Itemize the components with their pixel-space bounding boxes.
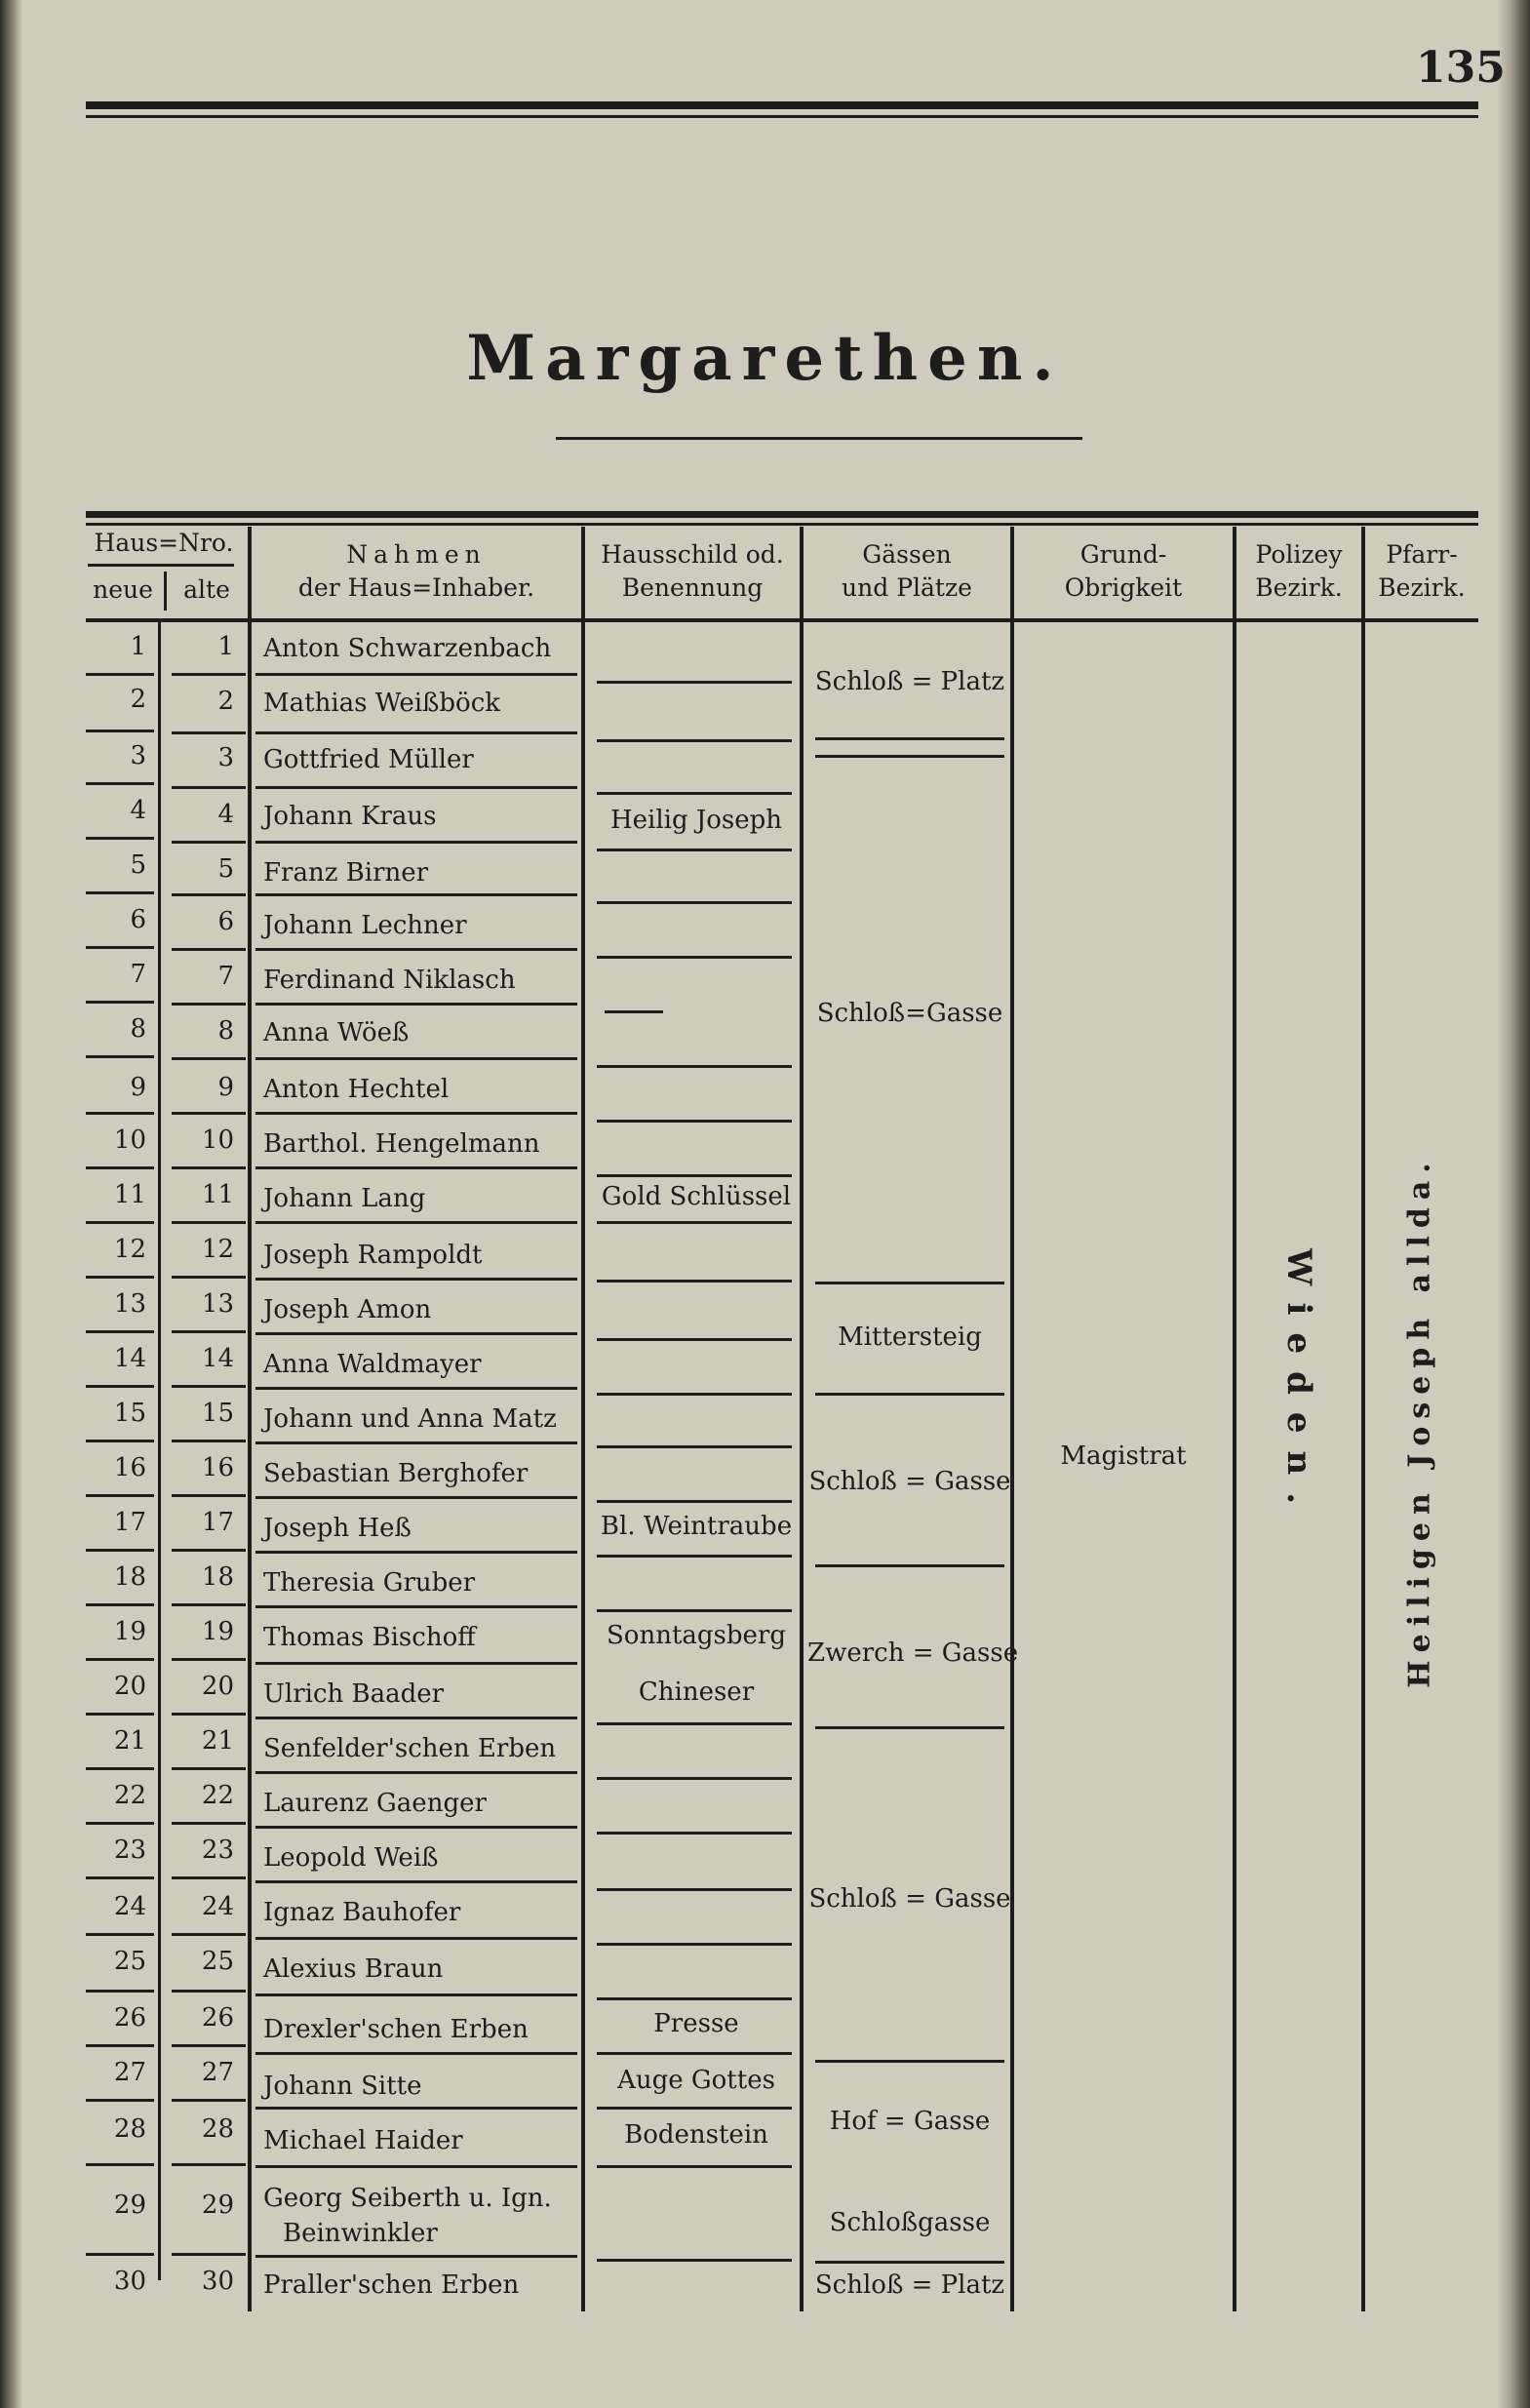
num-sep — [86, 1933, 154, 1936]
row-7-owner: Ferdinand Niklasch — [263, 966, 516, 995]
owner-sep — [255, 1994, 577, 1996]
owner-sep — [255, 2255, 577, 2258]
header-gassen: Gässen — [862, 540, 952, 569]
sign-sep — [597, 792, 792, 795]
header-alte: alte — [183, 575, 230, 604]
row-30-neue: 30 — [113, 2267, 146, 2296]
sign-sep — [605, 1010, 663, 1013]
header-pfarr: Pfarr- — [1386, 540, 1458, 569]
row-19-neue: 19 — [113, 1617, 146, 1646]
num-sep — [172, 1440, 246, 1442]
col-divider-alte-header — [164, 572, 167, 611]
owner-sep — [255, 948, 577, 951]
owner-sep — [255, 1662, 577, 1665]
row-26-owner: Drexler'schen Erben — [263, 2015, 529, 2044]
col-divider-owner-sign — [581, 527, 585, 2311]
sign-auge-gottes: Auge Gottes — [617, 2066, 775, 2095]
sign-sep — [597, 1555, 792, 1558]
sign-heilig-joseph: Heilig Joseph — [609, 806, 783, 835]
owner-sep — [255, 731, 577, 734]
sign-sep — [597, 849, 792, 851]
num-sep — [86, 1055, 154, 1058]
num-sep — [86, 1276, 154, 1279]
row-23-neue: 23 — [113, 1836, 146, 1865]
row-4-owner: Johann Kraus — [263, 802, 437, 831]
num-sep — [172, 731, 246, 734]
table-top-rule-thick — [86, 511, 1478, 518]
row-14-owner: Anna Waldmayer — [263, 1350, 482, 1379]
sign-sep — [597, 1888, 792, 1891]
num-sep — [86, 1549, 154, 1552]
row-6-owner: Johann Lechner — [263, 911, 467, 940]
owner-sep — [255, 1166, 577, 1169]
sign-sep — [597, 2052, 792, 2055]
row-15-alte: 15 — [201, 1399, 234, 1428]
num-sep — [86, 837, 154, 840]
num-sep — [172, 1494, 246, 1497]
row-27-neue: 27 — [113, 2058, 146, 2087]
row-9-owner: Anton Hechtel — [263, 1075, 450, 1104]
row-16-owner: Sebastian Berghofer — [263, 1459, 529, 1488]
num-sep — [86, 2163, 154, 2166]
row-20-alte: 20 — [201, 1672, 234, 1701]
row-7-alte: 7 — [217, 962, 234, 991]
owner-sep — [255, 673, 577, 676]
num-sep — [172, 1549, 246, 1552]
num-sep — [86, 782, 154, 785]
row-5-neue: 5 — [130, 850, 146, 880]
row-15-owner: Johann und Anna Matz — [263, 1404, 557, 1434]
polizey-bezirk-wieden: Wieden. — [1279, 1247, 1318, 1522]
num-sep — [172, 1057, 246, 1060]
num-sep — [172, 1822, 246, 1825]
street-sep — [815, 737, 1004, 740]
num-sep — [172, 841, 246, 844]
header-grund: Grund- — [1079, 540, 1167, 569]
row-14-alte: 14 — [201, 1344, 234, 1373]
num-sep — [172, 948, 246, 951]
street-hof-gasse: Hof = Gasse — [829, 2107, 991, 2136]
sign-sep — [597, 1221, 792, 1224]
header-haus-nro: Haus=Nro. — [94, 529, 234, 557]
num-sep — [86, 1658, 154, 1661]
row-13-neue: 13 — [113, 1289, 146, 1319]
num-sep — [172, 1003, 246, 1006]
grund-obrigkeit-magistrat: Magistrat — [1060, 1441, 1187, 1471]
street-zwerch-gasse: Zwerch = Gasse — [807, 1638, 1019, 1668]
owner-sep — [255, 1003, 577, 1006]
owner-sep — [255, 1880, 577, 1883]
row-28-alte: 28 — [201, 2114, 234, 2144]
header-polizey-bezirk: Bezirk. — [1255, 573, 1343, 602]
sign-sep — [597, 1174, 792, 1177]
num-sep — [86, 673, 154, 676]
row-9-alte: 9 — [217, 1073, 234, 1102]
num-sep — [86, 1221, 154, 1224]
num-sep — [86, 946, 154, 949]
num-sep — [172, 673, 246, 676]
owner-sep — [255, 1387, 577, 1390]
owner-sep — [255, 1278, 577, 1281]
owner-sep — [255, 1332, 577, 1335]
num-sep — [172, 1658, 246, 1661]
owner-sep — [255, 1717, 577, 1719]
sign-sep — [597, 2259, 792, 2262]
num-sep — [172, 2044, 246, 2047]
row-5-owner: Franz Birner — [263, 858, 429, 888]
row-16-neue: 16 — [113, 1453, 146, 1482]
table-top-rule-thin — [86, 523, 1478, 526]
owner-sep — [255, 786, 577, 789]
top-rule-thin — [86, 115, 1478, 118]
row-22-owner: Laurenz Gaenger — [263, 1789, 487, 1818]
num-sep — [172, 1876, 246, 1879]
row-18-alte: 18 — [201, 1562, 234, 1592]
row-8-neue: 8 — [130, 1014, 146, 1044]
row-20-owner: Ulrich Baader — [263, 1679, 445, 1709]
row-2-neue: 2 — [130, 685, 146, 714]
sign-sep — [597, 901, 792, 904]
page-title: Margarethen. — [466, 322, 1064, 395]
sign-sep — [597, 1832, 792, 1835]
row-2-alte: 2 — [217, 687, 234, 716]
num-sep — [172, 1990, 246, 1993]
title-underline — [556, 437, 1082, 440]
street-schloss-platz-bottom: Schloß = Platz — [814, 2270, 1005, 2300]
row-28-owner: Michael Haider — [263, 2126, 463, 2155]
row-11-owner: Johann Lang — [263, 1184, 426, 1213]
num-sep — [86, 1822, 154, 1825]
sign-sep — [597, 1065, 792, 1068]
row-8-owner: Anna Wöeß — [263, 1018, 410, 1047]
row-3-alte: 3 — [217, 743, 234, 772]
owner-sep — [255, 1441, 577, 1444]
num-sep — [172, 1385, 246, 1388]
owner-sep — [255, 1771, 577, 1774]
row-17-alte: 17 — [201, 1508, 234, 1537]
row-11-neue: 11 — [113, 1180, 146, 1209]
row-12-neue: 12 — [113, 1235, 146, 1264]
header-benennung: Benennung — [621, 573, 764, 602]
haus-nro-divider — [88, 564, 234, 567]
row-15-neue: 15 — [113, 1399, 146, 1428]
row-10-owner: Barthol. Hengelmann — [263, 1129, 540, 1159]
row-10-neue: 10 — [113, 1125, 146, 1155]
owner-sep — [255, 2052, 577, 2055]
row-25-neue: 25 — [113, 1947, 146, 1976]
row-18-owner: Theresia Gruber — [263, 1568, 476, 1598]
owner-sep — [255, 1826, 577, 1829]
num-sep — [172, 1713, 246, 1716]
street-mittersteig: Mittersteig — [838, 1322, 982, 1352]
num-sep — [172, 1276, 246, 1279]
row-19-alte: 19 — [201, 1617, 234, 1646]
row-28-neue: 28 — [113, 2114, 146, 2144]
num-sep — [172, 786, 246, 789]
num-sep — [86, 2044, 154, 2047]
sign-sep — [597, 1997, 792, 2000]
num-sep — [172, 1933, 246, 1936]
header-bottom-rule — [86, 618, 1478, 622]
row-29-alte: 29 — [201, 2191, 234, 2220]
num-sep — [86, 2253, 154, 2256]
col-divider-numbers — [158, 622, 161, 2280]
row-30-owner: Praller'schen Erben — [263, 2270, 520, 2300]
row-17-neue: 17 — [113, 1508, 146, 1537]
owner-sep — [255, 1937, 577, 1940]
sign-bodenstein: Bodenstein — [624, 2120, 768, 2150]
street-sep — [815, 1282, 1004, 1284]
row-25-owner: Alexius Braun — [263, 1954, 444, 1984]
page-number: 135 — [1416, 43, 1506, 93]
num-sep — [172, 1767, 246, 1770]
header-hausschild: Hausschild od. — [601, 540, 784, 569]
street-schlossgasse: Schloßgasse — [829, 2208, 991, 2237]
num-sep — [86, 1494, 154, 1497]
sign-sep — [597, 2165, 792, 2168]
num-sep — [86, 1767, 154, 1770]
num-sep — [86, 1385, 154, 1388]
street-sep — [815, 1564, 1004, 1567]
row-27-alte: 27 — [201, 2058, 234, 2087]
row-9-neue: 9 — [130, 1073, 146, 1102]
row-24-owner: Ignaz Bauhofer — [263, 1898, 461, 1927]
sign-sep — [597, 1777, 792, 1780]
row-29-neue: 29 — [113, 2191, 146, 2220]
row-23-alte: 23 — [201, 1836, 234, 1865]
num-sep — [86, 1001, 154, 1004]
row-6-neue: 6 — [130, 905, 146, 934]
row-10-alte: 10 — [201, 1125, 234, 1155]
row-1-owner: Anton Schwarzenbach — [263, 634, 552, 663]
row-18-neue: 18 — [113, 1562, 146, 1592]
num-sep — [86, 891, 154, 894]
row-11-alte: 11 — [201, 1180, 234, 1209]
row-26-alte: 26 — [201, 2003, 234, 2033]
owner-sep — [255, 1221, 577, 1224]
row-1-neue: 1 — [130, 632, 146, 661]
row-19-owner: Thomas Bischoff — [263, 1623, 476, 1652]
num-sep — [86, 730, 154, 732]
header-pfarr-bezirk: Bezirk. — [1378, 573, 1466, 602]
street-schloss-platz-top: Schloß = Platz — [814, 667, 1005, 696]
row-4-alte: 4 — [217, 800, 234, 829]
row-14-neue: 14 — [113, 1344, 146, 1373]
street-sep — [815, 2261, 1004, 2264]
num-sep — [86, 1603, 154, 1606]
row-8-alte: 8 — [217, 1016, 234, 1046]
sign-sep — [597, 1722, 792, 1725]
row-5-alte: 5 — [217, 854, 234, 884]
num-sep — [172, 2099, 246, 2102]
num-sep — [172, 2163, 246, 2166]
sign-sep — [597, 2107, 792, 2110]
row-21-owner: Senfelder'schen Erben — [263, 1734, 557, 1763]
street-sep — [815, 2060, 1004, 2063]
owner-sep — [255, 2107, 577, 2110]
sign-sep — [597, 1943, 792, 1946]
header-obrigkeit: Obrigkeit — [1064, 573, 1183, 602]
header-nahmen: Nahmen — [346, 540, 487, 569]
row-22-alte: 22 — [201, 1781, 234, 1810]
sign-sep — [597, 1338, 792, 1341]
row-21-neue: 21 — [113, 1726, 146, 1756]
street-sep — [815, 755, 1004, 758]
col-divider-sign-street — [800, 527, 804, 2311]
num-sep — [172, 893, 246, 896]
num-sep — [172, 1112, 246, 1115]
row-23-owner: Leopold Weiß — [263, 1843, 439, 1873]
sign-sonntagsberg: Sonntagsberg — [607, 1621, 786, 1650]
num-sep — [86, 1112, 154, 1115]
row-16-alte: 16 — [201, 1453, 234, 1482]
row-26-neue: 26 — [113, 2003, 146, 2033]
sign-sep — [597, 739, 792, 742]
row-27-owner: Johann Sitte — [263, 2072, 422, 2101]
row-20-neue: 20 — [113, 1672, 146, 1701]
pfarr-bezirk-heiligen-joseph: Heiligen Joseph allda. — [1402, 1155, 1437, 1688]
row-22-neue: 22 — [113, 1781, 146, 1810]
num-sep — [172, 1221, 246, 1224]
sign-sep — [597, 1445, 792, 1448]
owner-sep — [255, 1496, 577, 1499]
col-divider-nos-owner — [248, 527, 252, 2311]
owner-sep — [255, 841, 577, 844]
row-7-neue: 7 — [130, 960, 146, 989]
row-24-alte: 24 — [201, 1892, 234, 1921]
row-13-alte: 13 — [201, 1289, 234, 1319]
row-12-owner: Joseph Rampoldt — [263, 1241, 483, 1270]
row-24-neue: 24 — [113, 1892, 146, 1921]
street-sep — [815, 1393, 1004, 1396]
num-sep — [86, 1440, 154, 1442]
header-neue: neue — [93, 575, 153, 604]
sign-sep — [597, 1120, 792, 1123]
row-6-alte: 6 — [217, 907, 234, 936]
sign-presse: Presse — [653, 2009, 739, 2038]
sign-sep — [597, 956, 792, 959]
sign-sep — [597, 1280, 792, 1283]
street-schloss-gasse-1: Schloß=Gasse — [816, 999, 1003, 1028]
header-plaetze: und Plätze — [842, 573, 972, 602]
col-divider-polizey-pfarr — [1361, 527, 1365, 2311]
owner-sep — [255, 893, 577, 896]
street-sep — [815, 1726, 1004, 1729]
sign-sep — [597, 1609, 792, 1612]
owner-sep — [255, 1605, 577, 1608]
row-29-owner-line2: Beinwinkler — [283, 2219, 438, 2248]
num-sep — [86, 1330, 154, 1333]
owner-sep — [255, 2165, 577, 2168]
row-4-neue: 4 — [130, 796, 146, 825]
sign-sep — [597, 1500, 792, 1503]
row-25-alte: 25 — [201, 1947, 234, 1976]
row-13-owner: Joseph Amon — [263, 1295, 432, 1324]
sign-chineser: Chineser — [638, 1678, 755, 1707]
num-sep — [172, 1166, 246, 1169]
num-sep — [172, 2253, 246, 2256]
num-sep — [86, 1166, 154, 1169]
row-17-owner: Joseph Heß — [263, 1514, 412, 1543]
row-21-alte: 21 — [201, 1726, 234, 1756]
num-sep — [172, 1330, 246, 1333]
num-sep — [86, 1990, 154, 1993]
street-schloss-gasse-2: Schloß = Gasse — [808, 1467, 1011, 1496]
row-2-owner: Mathias Weißböck — [263, 689, 501, 718]
top-rule-thick — [86, 101, 1478, 109]
row-1-alte: 1 — [217, 632, 234, 661]
row-30-alte: 30 — [201, 2267, 234, 2296]
owner-sep — [255, 1551, 577, 1554]
sign-bl-weintraube: Bl. Weintraube — [600, 1512, 793, 1541]
header-inhaber: der Haus=Inhaber. — [297, 573, 535, 602]
row-3-neue: 3 — [130, 741, 146, 770]
col-divider-street-grund — [1010, 527, 1014, 2311]
owner-sep — [255, 1112, 577, 1115]
row-3-owner: Gottfried Müller — [263, 745, 474, 774]
owner-sep — [255, 1057, 577, 1060]
header-polizey: Polizey — [1255, 540, 1343, 569]
num-sep — [86, 1876, 154, 1879]
street-schloss-gasse-3: Schloß = Gasse — [808, 1884, 1011, 1914]
num-sep — [86, 2099, 154, 2102]
row-12-alte: 12 — [201, 1235, 234, 1264]
col-divider-grund-polizey — [1233, 527, 1236, 2311]
row-29-owner-line1: Georg Seiberth u. Ign. — [263, 2184, 552, 2213]
sign-sep — [597, 681, 792, 684]
sign-sep — [597, 1393, 792, 1396]
num-sep — [172, 1603, 246, 1606]
num-sep — [86, 1713, 154, 1716]
sign-gold-schluessel: Gold Schlüssel — [601, 1182, 792, 1211]
